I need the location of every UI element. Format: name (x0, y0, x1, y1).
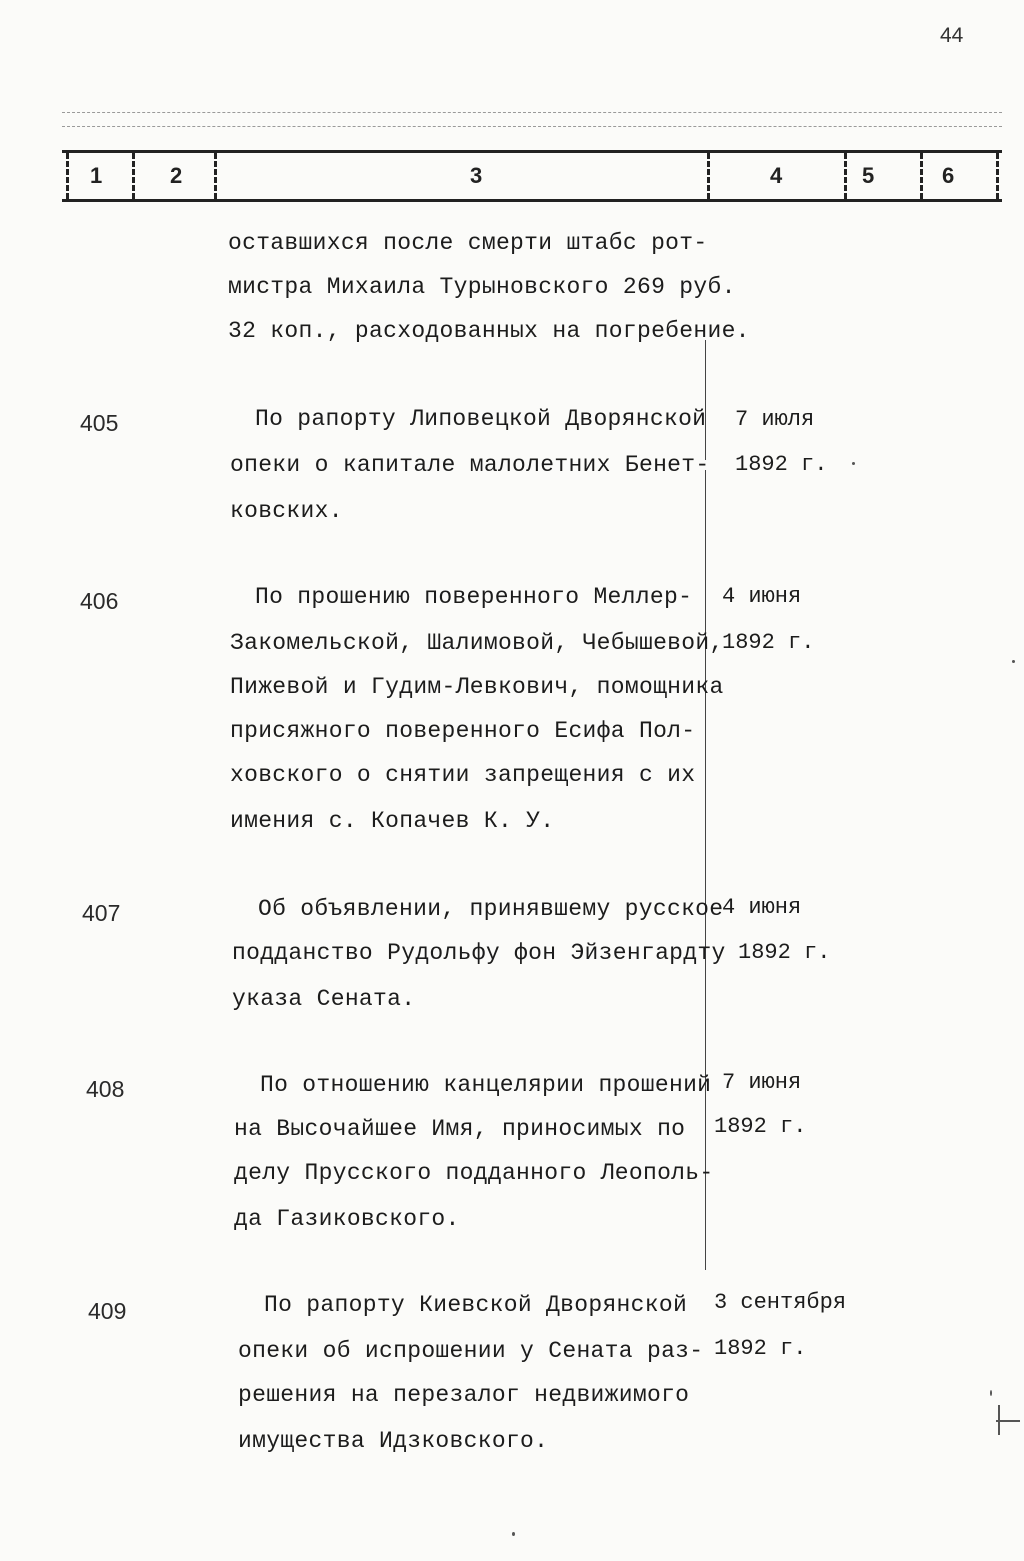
entry-text-line: По прошению поверенного Меллер- (255, 584, 693, 610)
entry-date-day: 4 июня (722, 584, 802, 609)
column-number-3: 3 (470, 163, 483, 188)
column-number-5: 5 (862, 163, 875, 188)
scan-speck (1012, 660, 1015, 663)
column-divider (920, 153, 923, 199)
margin-mark (998, 1405, 1000, 1435)
entry-text-line: опеки о капитале малолетних Бенет- (230, 452, 710, 478)
entry-date-year: 1892 г. (714, 1336, 807, 1361)
continuation-line: оставшихся после смерти штабс рот- (228, 230, 708, 256)
column-divider (707, 153, 710, 199)
entry-text-line: подданство Рудольфу фон Эйзенгардту (232, 940, 726, 966)
entry-date-year: 1892 г. (735, 452, 828, 477)
entry-text-line: опеки об испрошении у Сената раз- (238, 1338, 704, 1364)
entry-number: 406 (80, 588, 119, 614)
page-number: 44 (940, 24, 964, 47)
entry-number: 409 (88, 1298, 127, 1324)
entry-date-day: 7 июня (722, 1070, 802, 1095)
entry-text-line: присяжного поверенного Есифа Пол- (230, 718, 696, 744)
column-number-4: 4 (770, 163, 783, 188)
entry-date-year: 1892 г. (722, 630, 815, 655)
column-number-2: 2 (170, 163, 183, 188)
column-divider (844, 153, 847, 199)
scan-speck (990, 1390, 992, 1396)
column-divider (132, 153, 135, 199)
continuation-line: мистра Михаила Турыновского 269 руб. (228, 274, 736, 300)
entry-text-line: ковских. (230, 498, 343, 524)
entry-text-line: Пижевой и Гудим-Левкович, помощника (230, 674, 724, 700)
continuation-line: 32 коп., расходованных на погребение. (228, 318, 750, 344)
column-number-1: 1 (90, 163, 103, 188)
entry-text-line: Закомельской, Шалимовой, Чебышевой, (230, 630, 724, 656)
entry-date-year: 1892 г. (738, 940, 831, 965)
entry-number: 408 (86, 1076, 125, 1102)
entry-text-line: решения на перезалог недвижимого (238, 1382, 690, 1408)
entry-text-line: ховского о снятии запрещения с их (230, 762, 696, 788)
entry-text-line: По рапорту Киевской Дворянской (264, 1292, 688, 1318)
dotted-rule-second (62, 126, 1002, 127)
column-separator (705, 470, 706, 1270)
column-header (62, 150, 1002, 202)
entry-number: 407 (82, 900, 121, 926)
scan-speck (852, 462, 855, 465)
entry-text-line: да Газиковского. (234, 1206, 460, 1232)
entry-text-line: По рапорту Липовецкой Дворянской (255, 406, 707, 432)
entry-text-line: делу Прусского подданного Леополь- (234, 1160, 714, 1186)
entry-date-day: 7 июля (735, 407, 815, 432)
entry-date-year: 1892 г. (714, 1114, 807, 1139)
dotted-rule-top (62, 112, 1002, 113)
entry-date-day: 3 сентября (714, 1290, 847, 1315)
entry-date-day: 4 июня (722, 895, 802, 920)
entry-text-line: на Высочайшее Имя, приносимых по (234, 1116, 686, 1142)
entry-text-line: имущества Идзковского. (238, 1428, 549, 1454)
entry-text-line: Об объявлении, принявшему русское (258, 896, 724, 922)
column-divider (996, 153, 999, 199)
entry-text-line: указа Сената. (232, 986, 416, 1012)
column-separator (705, 340, 706, 460)
entry-text-line: имения с. Копачев К. У. (230, 808, 555, 834)
column-divider (214, 153, 217, 199)
scan-speck (512, 1532, 515, 1536)
column-divider (66, 153, 69, 199)
entry-text-line: По отношению канцелярии прошений (260, 1072, 712, 1098)
column-number-6: 6 (942, 163, 955, 188)
entry-number: 405 (80, 410, 119, 436)
